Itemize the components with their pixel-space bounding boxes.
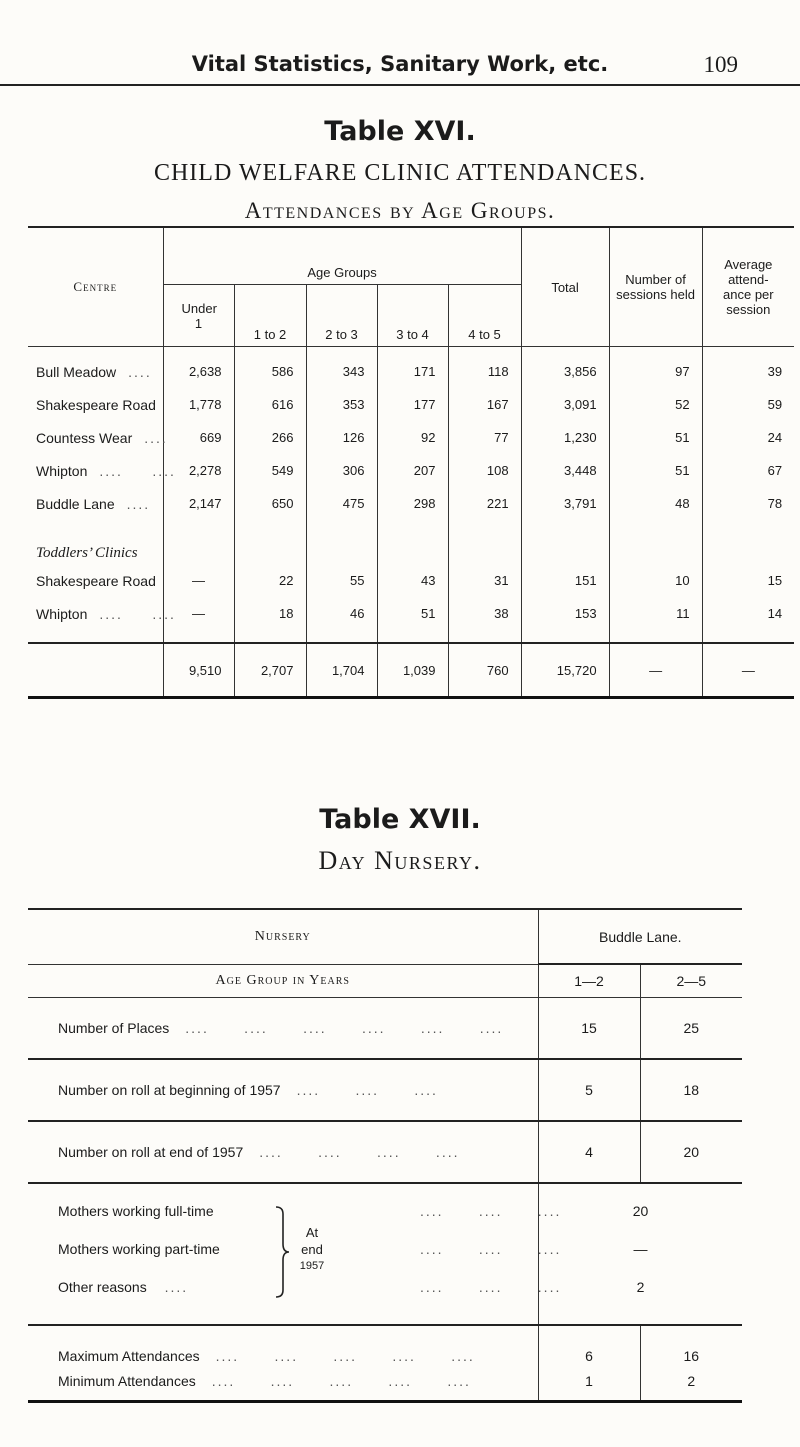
table-row xyxy=(28,421,794,454)
mothers-full-time-label: Mothers working full-time xyxy=(58,1203,214,1219)
total-cell: 9,510 xyxy=(163,643,234,698)
centre-name: Shakespeare Road xyxy=(36,572,156,589)
value-cell: 51 xyxy=(609,421,702,454)
value-cell: 171 xyxy=(377,347,448,389)
col-age-groups-header: Age Groups xyxy=(163,227,521,285)
value-cell: 3,448 xyxy=(521,454,609,487)
table-row xyxy=(28,597,794,643)
centre-name: Shakespeare Road xyxy=(36,396,156,413)
other-reasons-label: Other reasons xyxy=(58,1279,147,1295)
value-cell: 108 xyxy=(448,454,521,487)
value-cell: 18 xyxy=(234,597,306,643)
subheading-toddlers: Toddlers’ Clinics xyxy=(36,545,138,561)
value-cell: 586 xyxy=(234,347,306,389)
col-total-header: Total xyxy=(521,227,609,347)
mothers-full-time-value: 20 xyxy=(632,1203,649,1219)
centre-name-cell xyxy=(28,347,163,389)
value-cell: 92 xyxy=(377,421,448,454)
value-cell: 669 xyxy=(163,421,234,454)
value-cell: 43 xyxy=(377,564,448,597)
value-cell: — xyxy=(163,564,234,597)
value-cell: 475 xyxy=(306,487,377,520)
col-age-group-header: Age Group in Years xyxy=(28,964,538,997)
value-cell: 55 xyxy=(306,564,377,597)
other-reasons-value: 2 xyxy=(636,1279,645,1295)
value-cell: 3,091 xyxy=(521,388,609,421)
col-4-to-5-header: 4 to 5 xyxy=(448,285,521,347)
value-cell: 177 xyxy=(377,388,448,421)
value-cell: 650 xyxy=(234,487,306,520)
value-cell: 1,778 xyxy=(163,388,234,421)
table-row xyxy=(28,997,742,1059)
leader-dots: .... .... xyxy=(99,462,176,479)
value-cell: 549 xyxy=(234,454,306,487)
leader-dots: .... xyxy=(144,429,168,446)
value-cell: 18 xyxy=(640,1059,742,1121)
value-cell: 1,230 xyxy=(521,421,609,454)
total-cell: — xyxy=(702,643,794,698)
table16-clinic-attendances xyxy=(28,226,794,699)
value-cell: 2 xyxy=(640,1371,742,1401)
value-cell: 2,278 xyxy=(163,454,234,487)
value-cell: 3,856 xyxy=(521,347,609,389)
centre-name: Whipton xyxy=(36,605,88,622)
col-3-to-4-header: 3 to 4 xyxy=(377,285,448,347)
value-cell: 616 xyxy=(234,388,306,421)
mothers-part-time-value: — xyxy=(633,1241,648,1257)
brace-icon xyxy=(274,1206,290,1298)
total-cell: 15,720 xyxy=(521,643,609,698)
col-1-2-header: 1—2 xyxy=(538,964,640,997)
value-cell: 15 xyxy=(702,564,794,597)
leader-dots: .... .... .... .... .... xyxy=(215,1347,475,1364)
table-row xyxy=(28,1059,742,1121)
col-1-to-2-header: 1 to 2 xyxy=(234,285,306,347)
value-cell: 11 xyxy=(609,597,702,643)
value-cell: 126 xyxy=(306,421,377,454)
centre-name-cell xyxy=(28,421,168,454)
value-cell: 20 xyxy=(640,1121,742,1183)
value-cell: 118 xyxy=(448,347,521,389)
value-cell: 343 xyxy=(306,347,377,389)
leader-dots: .... .... .... xyxy=(296,1082,438,1098)
value-cell: 2,147 xyxy=(163,487,234,520)
row-label-cell xyxy=(28,1059,538,1121)
col-average-header: Average attend- ance per session xyxy=(702,227,794,347)
table17-title: Day Nursery. xyxy=(318,846,482,875)
table-row xyxy=(28,487,794,520)
row-label: Number on roll at beginning of 1957 xyxy=(58,1082,281,1098)
leader-dots: .... .... .... xyxy=(420,1203,562,1219)
total-cell: 2,707 xyxy=(234,643,306,698)
row-label-cell xyxy=(28,1325,538,1371)
value-cell: 6 xyxy=(538,1325,640,1371)
table-row xyxy=(28,347,794,389)
value-cell: — xyxy=(163,597,234,643)
row-label: Minimum Attendances xyxy=(58,1373,196,1390)
leader-dots: .... .... .... .... .... xyxy=(211,1373,471,1390)
value-cell: 3,791 xyxy=(521,487,609,520)
total-cell: 1,704 xyxy=(306,643,377,698)
row-label-cell xyxy=(28,1121,538,1183)
value-cell: 14 xyxy=(702,597,794,643)
leader-dots: .... .... .... xyxy=(420,1279,562,1295)
row-label: Number on roll at end of 1957 xyxy=(58,1144,244,1160)
centre-name: Countess Wear xyxy=(36,429,133,446)
value-cell: 16 xyxy=(640,1325,742,1371)
centre-name: Whipton xyxy=(36,462,88,479)
row-label: Maximum Attendances xyxy=(58,1347,200,1364)
leader-dots: .... .... .... .... xyxy=(259,1144,460,1160)
running-header xyxy=(0,48,800,86)
value-cell: 77 xyxy=(448,421,521,454)
row-label-cell xyxy=(28,1371,538,1401)
value-cell: 59 xyxy=(702,388,794,421)
value-cell: 221 xyxy=(448,487,521,520)
brace-note: At end 1957 xyxy=(299,1225,325,1272)
value-cell: 266 xyxy=(234,421,306,454)
col-nursery-header: Nursery xyxy=(28,909,538,964)
value-cell: 51 xyxy=(609,454,702,487)
centre-name-cell xyxy=(28,388,163,421)
value-cell: 207 xyxy=(377,454,448,487)
leader-dots: .... xyxy=(128,363,152,380)
table-row xyxy=(28,454,794,487)
value-cell: 51 xyxy=(377,597,448,643)
col-centre-header: Centre xyxy=(28,227,163,347)
value-cell: 5 xyxy=(538,1059,640,1121)
value-cell: 31 xyxy=(448,564,521,597)
leader-dots: .... .... .... .... .... .... xyxy=(185,1019,504,1036)
table16-title: CHILD WELFARE CLINIC ATTENDANCES. xyxy=(153,160,647,186)
value-cell: 97 xyxy=(609,347,702,389)
row-label-cell xyxy=(28,997,538,1059)
value-cell: 298 xyxy=(377,487,448,520)
value-cell: 167 xyxy=(448,388,521,421)
table16-number: Table XVI. xyxy=(324,116,476,147)
value-cell: 153 xyxy=(521,597,609,643)
centre-name: Bull Meadow xyxy=(36,363,117,380)
value-cell: 46 xyxy=(306,597,377,643)
value-cell: 353 xyxy=(306,388,377,421)
total-cell: — xyxy=(609,643,702,698)
value-cell: 4 xyxy=(538,1121,640,1183)
total-cell: 760 xyxy=(448,643,521,698)
table-row xyxy=(28,520,794,564)
value-cell: 306 xyxy=(306,454,377,487)
value-cell: 15 xyxy=(538,997,640,1059)
value-cell: 10 xyxy=(609,564,702,597)
mothers-block xyxy=(28,1183,562,1325)
value-cell: 25 xyxy=(640,997,742,1059)
table-row xyxy=(28,1325,742,1371)
value-cell: 48 xyxy=(609,487,702,520)
table17-number: Table XVII. xyxy=(319,804,481,835)
col-under-1-header: Under 1 xyxy=(163,285,234,347)
running-title: Vital Statistics, Sanitary Work, etc. xyxy=(191,52,609,76)
table16-subtitle: Attendances by Age Groups. xyxy=(244,198,556,223)
leader-dots: .... .... xyxy=(99,605,176,622)
mothers-part-time-label: Mothers working part-time xyxy=(58,1241,220,1257)
total-cell: 1,039 xyxy=(377,643,448,698)
centre-name-cell xyxy=(28,597,176,643)
col-2-to-3-header: 2 to 3 xyxy=(306,285,377,347)
table-row xyxy=(28,564,794,597)
page-number: 109 xyxy=(703,52,738,77)
centre-name-cell xyxy=(28,564,163,597)
centre-name-cell xyxy=(28,487,163,520)
value-cell: 151 xyxy=(521,564,609,597)
row-label: Number of Places xyxy=(58,1019,170,1036)
value-cell: 52 xyxy=(609,388,702,421)
value-cell: 78 xyxy=(702,487,794,520)
col-2-5-header: 2—5 xyxy=(640,964,742,997)
centre-name-cell xyxy=(28,454,176,487)
table17-day-nursery xyxy=(28,908,742,1403)
col-sessions-header: Number of sessions held xyxy=(609,227,702,347)
value-cell: 2,638 xyxy=(163,347,234,389)
leader-dots: .... xyxy=(126,495,151,512)
table-row xyxy=(28,1121,742,1183)
value-cell: 22 xyxy=(234,564,306,597)
value-cell: 1 xyxy=(538,1371,640,1401)
table-row xyxy=(28,388,794,421)
leader-dots: .... xyxy=(164,1279,189,1295)
mothers-values xyxy=(538,1183,742,1325)
col-buddle-lane-header: Buddle Lane. xyxy=(538,909,742,964)
table-row xyxy=(28,1371,742,1401)
leader-dots: .... .... .... xyxy=(420,1241,562,1257)
centre-name: Buddle Lane xyxy=(36,495,115,512)
value-cell: 38 xyxy=(448,597,521,643)
value-cell: 24 xyxy=(702,421,794,454)
value-cell: 39 xyxy=(702,347,794,389)
value-cell: 67 xyxy=(702,454,794,487)
